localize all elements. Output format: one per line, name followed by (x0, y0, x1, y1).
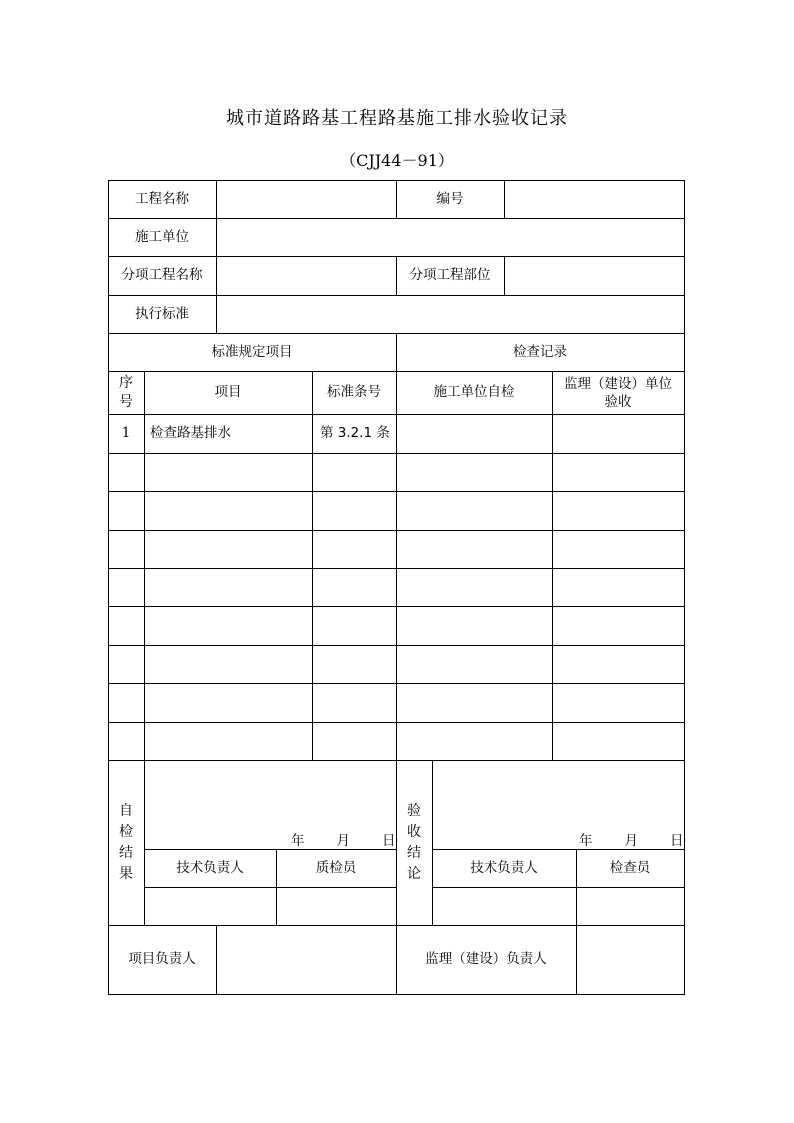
self-result-char: 检 (119, 823, 133, 840)
row-1-self-check-field[interactable] (396, 414, 552, 453)
self-result-label (108, 760, 144, 925)
construction-unit-field[interactable] (216, 218, 684, 256)
col-seq-char: 号 (119, 393, 133, 410)
acceptance-tech-lead-label: 技术负责人 (470, 859, 538, 876)
col-self-check-header: 施工单位自检 (433, 384, 515, 401)
self-tech-lead-label: 技术负责人 (176, 859, 244, 876)
col-seq-char: 序 (119, 374, 133, 391)
self-result-char: 结 (119, 844, 133, 861)
number-label: 编号 (436, 190, 464, 207)
self-result-char: 果 (119, 865, 133, 882)
acceptance-tech-lead-signature-field[interactable] (432, 887, 576, 925)
supervisor-label: 监理（建设）负责人 (425, 951, 547, 968)
document-title: 城市道路路基工程路基施工排水验收记录 (226, 108, 568, 129)
standard-items-heading: 标准规定项目 (211, 343, 293, 360)
self-result-date (291, 829, 396, 849)
col-clause-header: 标准条号 (327, 384, 381, 401)
date-year: 年 (291, 833, 305, 849)
self-tech-lead-signature-field[interactable] (144, 887, 276, 925)
acceptance-char: 结 (407, 844, 421, 861)
project-manager-signature-field[interactable] (216, 925, 396, 994)
acceptance-label (396, 760, 432, 925)
row-1-clause: 第 3.2.1 条 (320, 425, 390, 442)
col-supervision-line2: 验收 (604, 393, 632, 410)
document-subtitle: （CJJ44－91） (340, 151, 454, 170)
supervisor-signature-field[interactable] (576, 925, 684, 994)
row-1-item: 检查路基排水 (150, 425, 231, 442)
acceptance-char: 验 (407, 802, 421, 819)
col-supervision-header (552, 371, 684, 414)
quality-inspector-label: 质检员 (315, 859, 357, 876)
inspector-label: 检查员 (609, 859, 651, 876)
standard-label: 执行标准 (135, 305, 189, 322)
col-seq-header (108, 371, 144, 414)
self-result-char: 自 (119, 802, 133, 819)
sub-project-location-field[interactable] (504, 256, 684, 295)
sub-project-name-label: 分项工程名称 (121, 267, 203, 284)
acceptance-date (579, 829, 684, 849)
construction-unit-label: 施工单位 (135, 228, 189, 245)
project-manager-label: 项目负责人 (128, 951, 196, 968)
number-field[interactable] (504, 180, 684, 218)
inspection-record-heading: 检查记录 (513, 343, 567, 360)
date-day: 日 (670, 833, 684, 849)
row-1-seq: 1 (121, 425, 131, 442)
project-name-field[interactable] (216, 180, 396, 218)
sub-project-location-label: 分项工程部位 (409, 267, 491, 284)
date-year: 年 (579, 833, 593, 849)
col-supervision-line1: 监理（建设）单位 (564, 375, 672, 392)
col-item-header: 项目 (214, 384, 242, 401)
date-month: 月 (336, 833, 350, 849)
acceptance-char: 论 (407, 865, 421, 882)
project-name-label: 工程名称 (135, 190, 189, 207)
standard-field[interactable] (216, 295, 684, 333)
row-1-supervision-field[interactable] (552, 414, 684, 453)
sub-project-name-field[interactable] (216, 256, 396, 295)
date-day: 日 (382, 833, 396, 849)
date-month: 月 (624, 833, 638, 849)
acceptance-char: 收 (407, 823, 421, 840)
inspector-signature-field[interactable] (576, 887, 684, 925)
quality-inspector-signature-field[interactable] (276, 887, 396, 925)
